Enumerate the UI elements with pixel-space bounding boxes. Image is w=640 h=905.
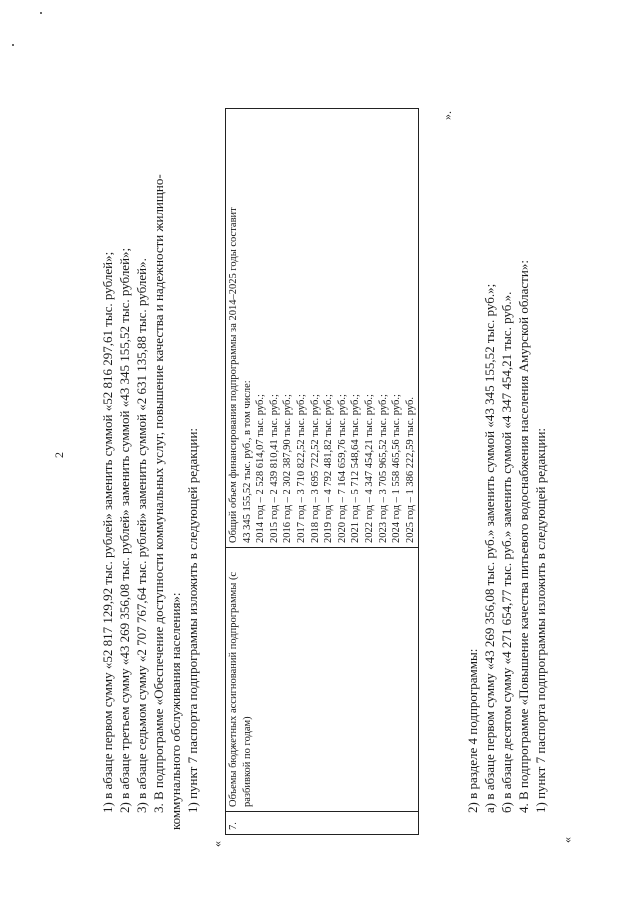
funding-line: 2024 год – 1 558 465,56 тыс. руб.; [391,394,403,543]
table-cell-funding [226,109,419,548]
table-cell-num: 7. [226,812,419,835]
amendment-line-1: 1) в абзаце первом сумму «52 817 129,92 тыс. рублей» заменить суммой «52 816 297,61 тыс. рублей»; [100,251,115,813]
funding-line: Общий объем финансирования подпрограммы за 2014–2025 годы составит [228,207,239,543]
table-close-quote: ». [440,111,454,120]
section-4-item-1: 1) пункт 7 паспорта подпрограммы изложить в следующей редакции: [533,427,548,813]
section-3-item-1: 1) пункт 7 паспорта подпрограммы изложить в следующей редакции: [185,427,200,813]
section-3-heading: 3. В подпрограмме «Обеспечение доступности коммунальных услуг, повышение качества и надежности жилищно- [151,174,166,813]
bottom-open-quote: « [560,837,574,843]
funding-line: 2025 год – 1 386 222,59 тыс. руб. [404,397,416,543]
section-3-item-2b: б) в абзаце десятом сумму «4 271 654,77 тыс. руб.» заменить суммой «4 347 454,21 тыс. руб.». [499,291,514,813]
table-open-quote: « [210,841,224,847]
funding-line: 2023 год – 3 705 965,52 тыс. руб.; [377,394,389,543]
table-cell-name: Объемы бюджетных ассигнований подпрограммы (с разбивкой по годам) [226,548,419,812]
funding-line: 2015 год – 2 439 810,41 тыс. руб.; [268,394,280,543]
funding-line: 2022 год – 4 347 454,21 тыс. руб.; [363,394,375,543]
amendment-line-3: 3) в абзаце седьмом сумму «2 707 767,64 тыс. рублей» заменить суммой «2 631 135,88 тыс. рублей». [134,258,149,813]
section-4-heading: 4. В подпрограмме «Повышение качества питьевого водоснабжения населения Амурской области»: [516,260,531,813]
section-3-item-2a: а) в абзаце первом сумму «43 269 356,08 тыс. руб.» заменить суммой «43 345 155,52 тыс. руб.»; [482,283,497,813]
funding-line: 2019 год – 4 792 481,82 тыс. руб.; [323,394,335,543]
funding-line: 43 345 155,52 тыс. руб., в том числе: [241,380,253,543]
table-row [226,109,419,835]
section-3-heading-cont: коммунального обслуживания населения»: [168,592,183,830]
section-3-item-2: 2) в разделе 4 подпрограммы: [465,648,480,813]
funding-line: 2021 год – 5 712 548,64 тыс. руб.; [350,394,362,543]
funding-line: 2016 год – 2 302 387,90 тыс. руб.; [282,394,294,543]
funding-line: 2018 год – 3 695 722,52 тыс. руб.; [309,394,321,543]
funding-line: 2014 год – 2 528 614,07 тыс. руб.; [255,394,267,543]
amendment-line-2: 2) в абзаце третьем сумму «43 269 356,08 тыс. рублей» заменить суммой «43 345 155,52 тыс. рублей»; [117,247,132,813]
funding-line: 2017 год – 3 710 822,52 тыс. руб.; [295,394,307,543]
page-number: 2 [52,452,66,458]
passport-table [225,108,419,835]
funding-line: 2020 год – 7 164 659,76 тыс. руб.; [336,394,348,543]
